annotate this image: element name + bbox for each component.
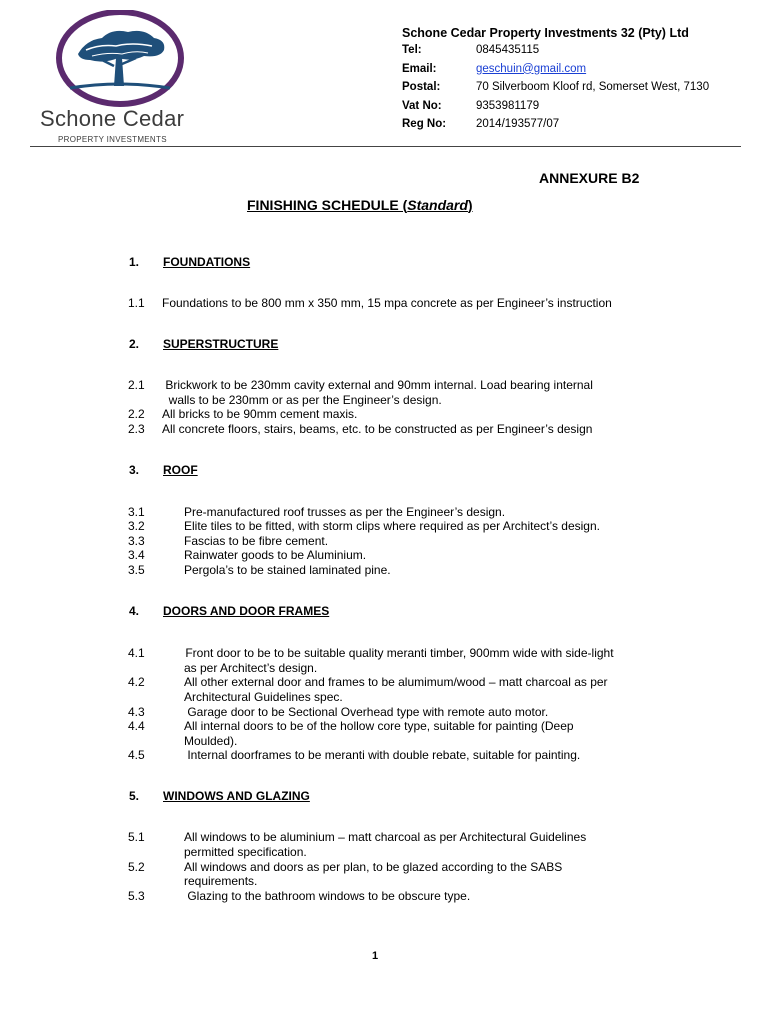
item-text: as per Architect’s design. (184, 661, 318, 675)
header-divider (30, 146, 741, 147)
item-number: 5.2 (128, 860, 145, 874)
item-text: All internal doors to be of the hollow core type, suitable for painting (Deep (184, 719, 574, 733)
item-text: All windows and doors as per plan, to be glazed according to the SABS (184, 860, 563, 874)
item-text: walls to be 230mm or as per the Engineer’s design. (162, 393, 442, 407)
section-number: 5. (129, 789, 140, 803)
item-number: 4.4 (128, 719, 145, 733)
logo-name: Schone Cedar (40, 106, 185, 131)
item-number: 3.3 (128, 534, 145, 548)
item-text: Pre-manufactured roof trusses as per the Engineer’s design. (184, 505, 506, 519)
section-number: 2. (129, 337, 140, 351)
item-text: Fascias to be fibre cement. (184, 534, 329, 548)
item-number: 5.3 (128, 889, 145, 903)
page-number: 1 (372, 950, 379, 962)
item-number: 3.1 (128, 505, 145, 519)
detail-value: 70 Silverboom Kloof rd, Somerset West, 7130 (476, 81, 710, 93)
section-title: ROOF (163, 463, 198, 477)
section-number: 1. (129, 255, 140, 269)
item-number: 2.1 (128, 378, 145, 392)
detail-value: 9353981179 (476, 99, 540, 112)
detail-row-tel (402, 44, 709, 63)
item-text: Pergola’s to be stained laminated pine. (184, 563, 391, 577)
detail-value: 0845435115 (476, 44, 540, 56)
item-text: Front door to be to be suitable quality meranti timber, 900mm wide with side-light (182, 646, 614, 660)
section-title: WINDOWS AND GLAZING (163, 789, 310, 803)
company-logo (34, 10, 204, 144)
item-text: permitted specification. (184, 845, 307, 859)
item-text: requirements. (184, 874, 258, 888)
company-name: Schone Cedar Property Investments 32 (Pty) Ltd (402, 26, 689, 40)
cedar-tree-emblem-icon (56, 10, 184, 110)
title-emphasis: Standard (407, 197, 468, 213)
item-number: 3.4 (128, 548, 145, 562)
item-text: All bricks to be 90mm cement maxis. (162, 407, 358, 421)
detail-label: Reg No: (402, 118, 447, 130)
detail-value: 2014/193577/07 (476, 118, 560, 130)
title-main: FINISHING SCHEDULE ( (247, 197, 408, 213)
detail-label: Postal: (402, 81, 441, 93)
section-number: 4. (129, 604, 140, 618)
item-text: Foundations to be 800 mm x 350 mm, 15 mpa concrete as per Engineer’s instruction (162, 296, 612, 310)
item-number: 4.3 (128, 705, 145, 719)
document-title (247, 197, 473, 213)
item-number: 4.5 (128, 748, 145, 762)
section-number: 3. (129, 463, 140, 477)
item-text: Rainwater goods to be Aluminium. (184, 548, 367, 562)
item-text: Architectural Guidelines spec. (184, 690, 343, 704)
item-text: Glazing to the bathroom windows to be obscure type. (184, 889, 471, 903)
item-text: All windows to be aluminium – matt charcoal as per Architectural Guidelines (184, 830, 587, 844)
item-text: Internal doorframes to be meranti with double rebate, suitable for painting. (184, 748, 581, 762)
detail-row-postal (402, 81, 709, 100)
detail-row-email (402, 63, 709, 82)
item-number: 1.1 (128, 296, 145, 310)
section-title: FOUNDATIONS (163, 255, 251, 269)
annexure-label: ANNEXURE B2 (539, 170, 640, 186)
company-details (402, 44, 709, 137)
detail-label: Tel: (402, 44, 422, 56)
item-text: Elite tiles to be fitted, with storm clips where required as per Architect’s design. (184, 519, 600, 533)
item-text: All other external door and frames to be alumimum/wood – matt charcoal as per (184, 675, 608, 689)
item-text: All concrete floors, stairs, beams, etc. to be constructed as per Engineer’s design (162, 422, 593, 436)
title-close: ) (467, 197, 473, 213)
item-number: 3.5 (128, 563, 145, 577)
item-number: 5.1 (128, 830, 145, 844)
detail-label: Email: (402, 62, 437, 75)
detail-row-reg (402, 118, 709, 137)
item-number: 2.3 (128, 422, 145, 436)
email-link[interactable]: geschuin@gmail.com (476, 62, 587, 75)
section-title: DOORS AND DOOR FRAMES (163, 604, 330, 618)
logo-tagline: PROPERTY INVESTMENTS (58, 135, 167, 144)
item-text: Garage door to be Sectional Overhead type with remote auto motor. (184, 705, 549, 719)
item-number: 4.1 (128, 646, 145, 660)
item-number: 2.2 (128, 407, 145, 421)
detail-row-vat (402, 100, 709, 119)
item-text: Brickwork to be 230mm cavity external and 90mm internal. Load bearing internal (162, 378, 593, 392)
item-number: 3.2 (128, 519, 145, 533)
item-text: Moulded). (184, 734, 238, 748)
item-number: 4.2 (128, 675, 145, 689)
detail-label: Vat No: (402, 99, 442, 112)
section-title: SUPERSTRUCTURE (163, 337, 279, 351)
